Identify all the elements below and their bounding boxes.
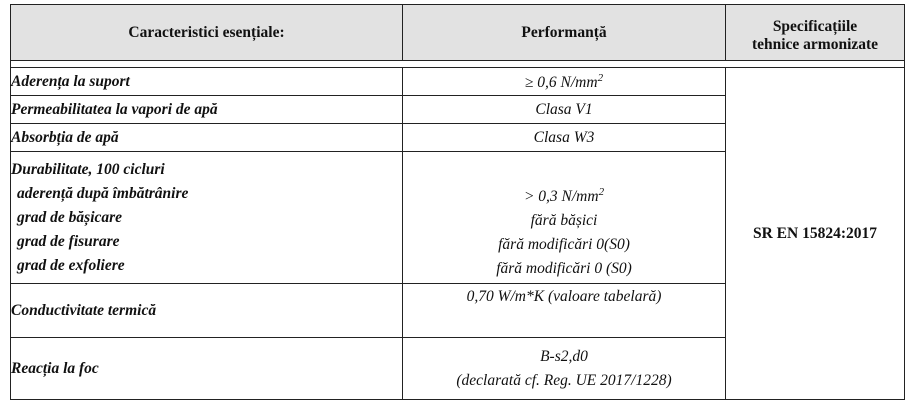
row-name-vapor-permeability: Permeabilitatea la vapori de apă (11, 96, 403, 124)
durability-value-flaking: fără modificări 0 (S0) (496, 260, 632, 277)
row-value-durability (403, 152, 726, 284)
row-value-adhesion (403, 68, 726, 96)
standard-cell: SR EN 15824:2017 (726, 68, 905, 400)
row-value-vapor-permeability: Clasa V1 (403, 96, 726, 124)
row-value-fire-reaction (403, 338, 726, 400)
adhesion-value-text: ≥ 0,6 N/mm (524, 73, 598, 91)
row-name-adhesion: Aderența la suport (11, 68, 403, 96)
fire-reaction-note: (declarată cf. Reg. UE 2017/1228) (456, 371, 672, 389)
durability-value-blistering: fără bășici (530, 212, 598, 229)
aging-value-text: > 0,3 N/mm (523, 188, 599, 205)
spec-table-page (10, 4, 904, 408)
durability-title: Durabilitate, 100 cicluri (11, 161, 165, 178)
header-characteristics: Caracteristici esențiale: (11, 5, 403, 61)
table-header-row (11, 5, 905, 61)
row-name-water-absorption: Absorbția de apă (11, 124, 403, 152)
adhesion-value-exponent: 2 (597, 71, 604, 84)
durability-value-aging (403, 180, 725, 209)
durability-sub-cracking: grad de fisurare (17, 233, 120, 250)
row-name-fire-reaction: Reacția la foc (11, 338, 403, 400)
durability-sub-flaking: grad de exfoliere (17, 257, 125, 274)
durability-value-cracking: fără modificări 0(S0) (498, 236, 630, 253)
table-row (11, 68, 905, 96)
row-value-water-absorption: Clasa W3 (403, 124, 726, 152)
durability-sub-aging: aderență după îmbătrânire (17, 185, 189, 202)
fire-reaction-class: B-s2,d0 (540, 347, 588, 365)
header-specifications (726, 5, 905, 61)
header-gap (11, 61, 905, 68)
header-specifications-line1: Specificațiile (772, 18, 858, 35)
header-performance: Performanță (403, 5, 726, 61)
header-specifications-line2: tehnice armonizate (751, 36, 879, 53)
row-name-thermal-conductivity: Conductivitate termică (11, 284, 403, 338)
specification-table (10, 4, 905, 400)
row-value-thermal-conductivity: 0,70 W/m*K (valoare tabelară) (403, 284, 726, 338)
row-name-durability (11, 152, 403, 284)
aging-value-exponent: 2 (598, 186, 605, 198)
durability-sub-blistering: grad de bășicare (17, 209, 123, 226)
